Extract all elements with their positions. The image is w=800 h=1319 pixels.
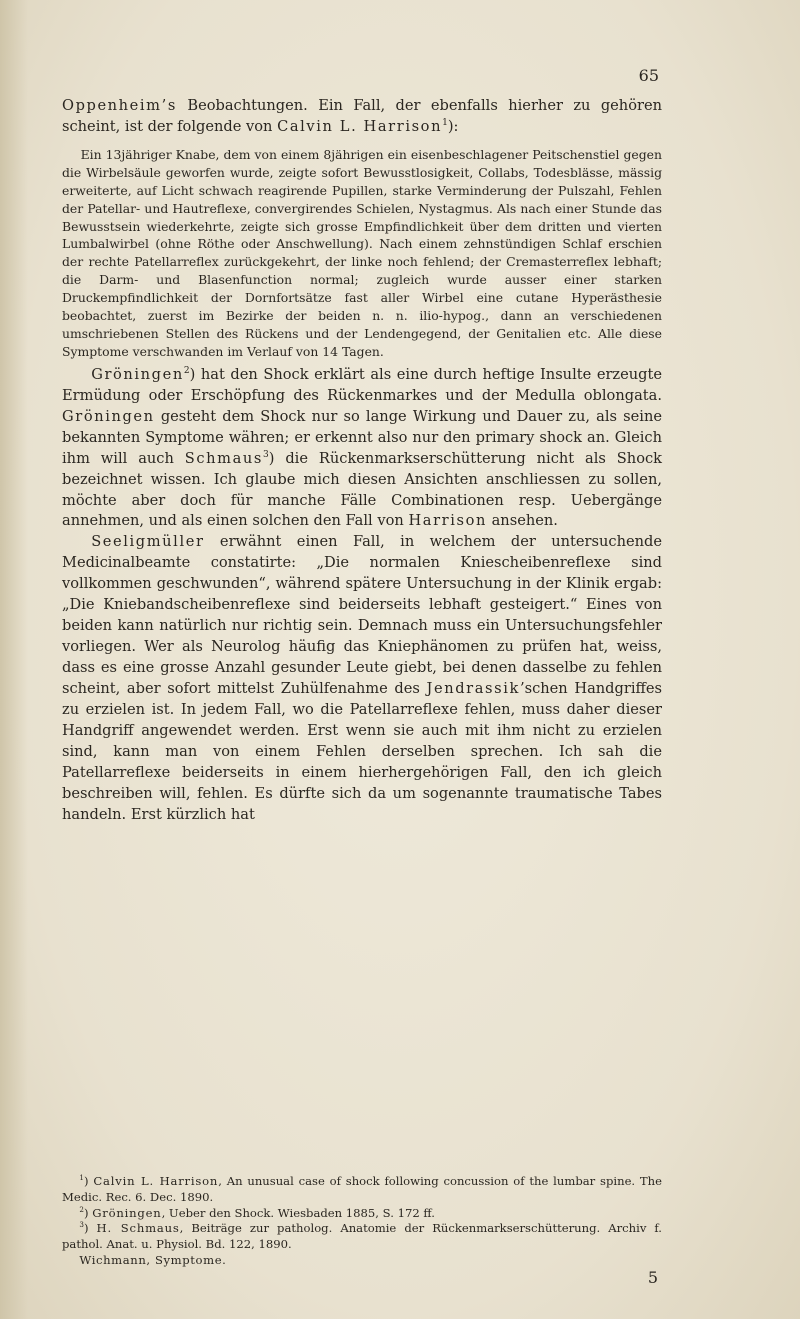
author-name: Seeligmüller [91,533,205,551]
footnote-author: Calvin L. Harrison [93,1174,219,1188]
intro-end: ): [447,117,459,135]
footnote-ref: 2 [183,365,190,376]
paragraph-groeningen [62,365,662,533]
author-name: Jendrassik [426,680,520,698]
paragraph-text: ) die Rückenmarkserschütterung nicht als Shock bezeichnet wissen. Ich glaube mich diesen Ansichten anschliessen zu sollen, möchte aber doch für manche Fälle Combinationen resp. Uebergänge annehmen, und als einen solchen den Fall von [62,449,662,530]
footnote-number: 2 [79,1204,84,1214]
footnote-text: , An unusual case of shock following concussion of the lumbar spine. The Medic. Rec. 6. Dec. 1890. [62,1174,662,1204]
cited-author: Calvin L. Harrison [277,117,443,135]
footnote: $^3$) H. Schmaus, Beiträge zur patholog. Anatomie der Rückenmarkserschütterung. Archiv f. pathol. Anat. u. Physiol. Bd. 122, 1890. [62,1220,662,1252]
author-name: Oppenheim’s [62,97,177,114]
intro-paragraph [62,96,662,138]
main-text [62,96,662,826]
footnote: $^2$) Gröningen, Ueber den Shock. Wiesbaden 1885, S. 172 ff. [79,1204,435,1220]
footnote-number: 1 [79,1173,84,1183]
author-name: Gröningen [91,365,184,383]
paragraph-text: erwähnt einen Fall, in welchem der untersuchende Medicinalbeamte constatirte: „Die normalen Kniescheibenreflexe sind vollkommen geschwunden“, während spätere Untersuchung in der Klinik ergab: „Die Kniebandscheibenreflexe sind beiderseits lebhaft gesteigert.“ Eines von beiden kann natürlich nur richtig sein. Demnach muss ein Untersuchungsfehler vorliegen. Wer als Neurolog häufig das Kniephänomen zu prüfen hat, weiss, dass es eine grosse Anzahl gesunder Leute giebt, bei denen dasselbe zu fehlen scheint, aber sofort mittelst Zuhülfenahme des [62,533,662,698]
case-report-text: Ein 13jähriger Knabe, dem von einem 8jährigen ein eisenbeschlagener Peitschenstiel gegen die Wirbelsäule geworfen wurde, zeigte sofort Bewusstlosigkeit, Collabs, Todesblässe, mässig erweiterte, auf Licht schwach reagirende Pupillen, starke Verminderung der Pulszahl, Fehlen der Patellar- und Hautreflexe, convergirendes Schielen, Nystagmus. Als nach einer Stunde das Bewusstsein wiederkehrte, zeigte sich grosse Empfindlichkeit über dem dritten und vierten Lumbalwirbel (ohne Röthe oder Anschwellung). Nach einem zehnstündigen Schlaf erschien der rechte Patellarreflex zurückgekehrt, der linke noch fehlend; der Cremasterreflex lebhaft; die Darm- und Blasenfunction normal; zugleich wurde ausser einer starken Druckempfindlichkeit der Dornfortsätze fast aller Wirbel eine cutane Hyperästhesie beobachtet, zuerst im Bezirke der beiden n. n. ilio-hypog., dann an verschiedenen umschriebenen Stellen des Rückens und der Lendengegend, der Genitalien etc. Alle diese Symptome verschwanden im Verlauf von 14 Tagen. [62,146,662,359]
paragraph-text: ’schen Handgriffes zu erzielen ist. In jedem Fall, wo die Patellarreflexe fehlen, muss daher dieser Handgriff angewendet werden. Erst wenn sie auch mit ihm nicht zu erzielen sind, kann man von einem Fehlen derselben sprechen. Ich sah die Patellarreflexe beiderseits in einem hierhergehörigen Fall, den ich gleich beschreiben will, fehlen. Es dürfte sich da um sogenannte traumatische Tabes handeln. Erst kürzlich hat [62,680,662,823]
footnotes [62,1174,662,1269]
author-name: Schmaus [184,449,263,467]
paragraph-text: gesteht dem Shock nur so lange Wirkung und Dauer zu, als seine bekannten Symptome währen; er erkennt also nur den primary shock an. Gleich ihm will auch [62,407,662,467]
intro-text: Beobachtungen. Ein Fall, der ebenfalls hierher zu gehören scheint, ist der folgende von [62,97,662,135]
author-name: Gröningen [62,407,155,425]
page-number: 65 [638,66,659,85]
author-name: Harrison [408,512,487,530]
footnote-number: 3 [79,1220,84,1230]
footnote-text: , Beiträge zur patholog. Anatomie der Rückenmarkserschütterung. Archiv f. pathol. Anat. u. Physiol. Bd. 122, 1890. [62,1221,662,1252]
paragraph-seeligmueller [62,532,662,825]
case-report [62,146,662,361]
footnote-ref: 1 [442,118,448,129]
paragraph-text: ) hat den Shock erklärt als eine durch heftige Insulte erzeugte Ermüdung oder Erschöpfung des Rückenmarkes und der Medulla oblongata. [62,365,662,404]
signature-line: Wichmann, Symptome. [79,1252,227,1267]
footnote-ref: 3 [262,449,269,460]
paragraph-text: ansehen. [486,512,558,530]
footnote-author: H. Schmaus [96,1221,180,1236]
footnote: $^1$) Calvin L. Harrison, An unusual case of shock following concussion of the lumbar spine. The Medic. Rec. 6. Dec. 1890. [62,1173,662,1204]
footnote-author: Gröningen [92,1205,162,1220]
signature-mark: 5 [647,1268,658,1287]
page-edge-shadow [0,0,28,1319]
footnote-text: , Ueber den Shock. Wiesbaden 1885, S. 172 ff. [161,1205,435,1220]
